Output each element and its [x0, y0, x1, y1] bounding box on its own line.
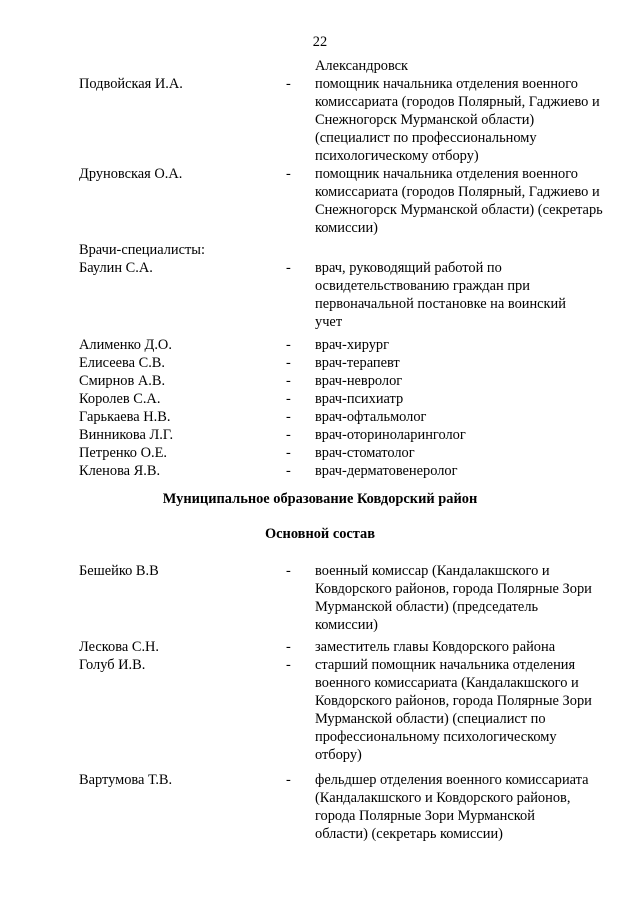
member-entry: [0, 75, 640, 165]
separator-dash: -: [286, 772, 291, 788]
doctor-role: врач-стоматолог: [315, 445, 415, 461]
separator-dash: -: [286, 445, 291, 461]
separator-dash: -: [286, 355, 291, 371]
doctor-entry: [0, 444, 640, 462]
member-role: военный комиссар (Кандалакшского и Ковдорского районов, города Полярные Зори Мурманской области) (председатель комиссии): [315, 563, 592, 633]
member-role: помощник начальника отделения военного комиссариата (городов Полярный, Гаджиево и Снежногорск Мурманской области) (специалист по профессиональному психологическому отбору): [315, 76, 600, 164]
member-name: Подвойская И.А.: [79, 76, 183, 92]
municipality-heading: Муниципальное образование Ковдорский район: [162, 491, 478, 507]
doctor-name: Кленова Я.В.: [79, 463, 161, 479]
doctor-name: Королев С.А.: [79, 391, 161, 407]
member-name: Друновская О.А.: [79, 166, 183, 182]
doctor-name: Алименко Д.О.: [79, 337, 172, 353]
doctor-role: врач-психиатр: [315, 391, 404, 407]
member-entry: [0, 562, 640, 634]
section2-members: [0, 562, 640, 843]
member-role: заместитель главы Ковдорского района: [315, 639, 556, 655]
member-entry: [0, 165, 640, 237]
doctor-entry: [0, 390, 640, 408]
doctor-name: Винникова Л.Г.: [79, 427, 174, 443]
doctor-entry: [0, 259, 640, 331]
member-role: старший помощник начальника отделения военного комиссариата (Кандалакшского и Ковдорского районов, города Полярные Зори Мурманской области) (специалист по профессиональному психологическому отбору): [315, 657, 592, 763]
doctor-role: врач-дерматовенеролог: [315, 463, 458, 479]
doctor-name: Гарькаева Н.В.: [79, 409, 171, 425]
doctor-entry: [0, 426, 640, 444]
doctor-name: Баулин С.А.: [79, 260, 153, 276]
separator-dash: -: [286, 373, 291, 389]
doctor-entry: [0, 408, 640, 426]
doctor-entry: [0, 354, 640, 372]
composition-subheading: Основной состав: [264, 526, 376, 542]
separator-dash: -: [286, 563, 291, 579]
separator-dash: -: [286, 260, 291, 276]
doctor-role: врач-хирург: [315, 337, 390, 353]
member-name: Лескова С.Н.: [79, 639, 160, 655]
doctor-entry: [0, 462, 640, 480]
member-role: помощник начальника отделения военного комиссариата (городов Полярный, Гаджиево и Снежногорск Мурманской области) (секретарь комиссии): [315, 166, 603, 236]
section1-members: [0, 75, 640, 480]
separator-dash: -: [286, 657, 291, 673]
doctors-label: Врачи-специалисты:: [79, 242, 205, 258]
separator-dash: -: [286, 337, 291, 353]
member-entry: [0, 771, 640, 843]
separator-dash: -: [286, 391, 291, 407]
member-name: Вартумова Т.В.: [79, 772, 173, 788]
doctor-role: врач, руководящий работой по освидетельствованию граждан при первоначальной постановке на воинский учет: [315, 260, 566, 330]
doctor-role: врач-офтальмолог: [315, 409, 427, 425]
member-entry: [0, 656, 640, 764]
separator-dash: -: [286, 639, 291, 655]
doctor-entry: [0, 336, 640, 354]
separator-dash: -: [286, 76, 291, 92]
member-name: Бешейко В.В: [79, 563, 159, 579]
separator-dash: -: [286, 427, 291, 443]
doctor-role: врач-терапевт: [315, 355, 400, 371]
continued-role-text: Александровск: [315, 58, 409, 74]
doctor-name: Петренко О.Е.: [79, 445, 167, 461]
doctor-role: врач-невролог: [315, 373, 403, 389]
separator-dash: -: [286, 463, 291, 479]
separator-dash: -: [286, 409, 291, 425]
member-entry: [0, 638, 640, 656]
member-role: фельдшер отделения военного комиссариата (Кандалакшского и Ковдорского районов, города Полярные Зори Мурманской области) (секретарь комиссии): [315, 772, 589, 842]
doctor-name: Елисеева С.В.: [79, 355, 165, 371]
member-name: Голуб И.В.: [79, 657, 146, 673]
doctor-role: врач-оториноларинголог: [315, 427, 466, 443]
doctor-entry: [0, 372, 640, 390]
separator-dash: -: [286, 166, 291, 182]
page-number: 22: [312, 34, 328, 50]
doctor-name: Смирнов А.В.: [79, 373, 166, 389]
